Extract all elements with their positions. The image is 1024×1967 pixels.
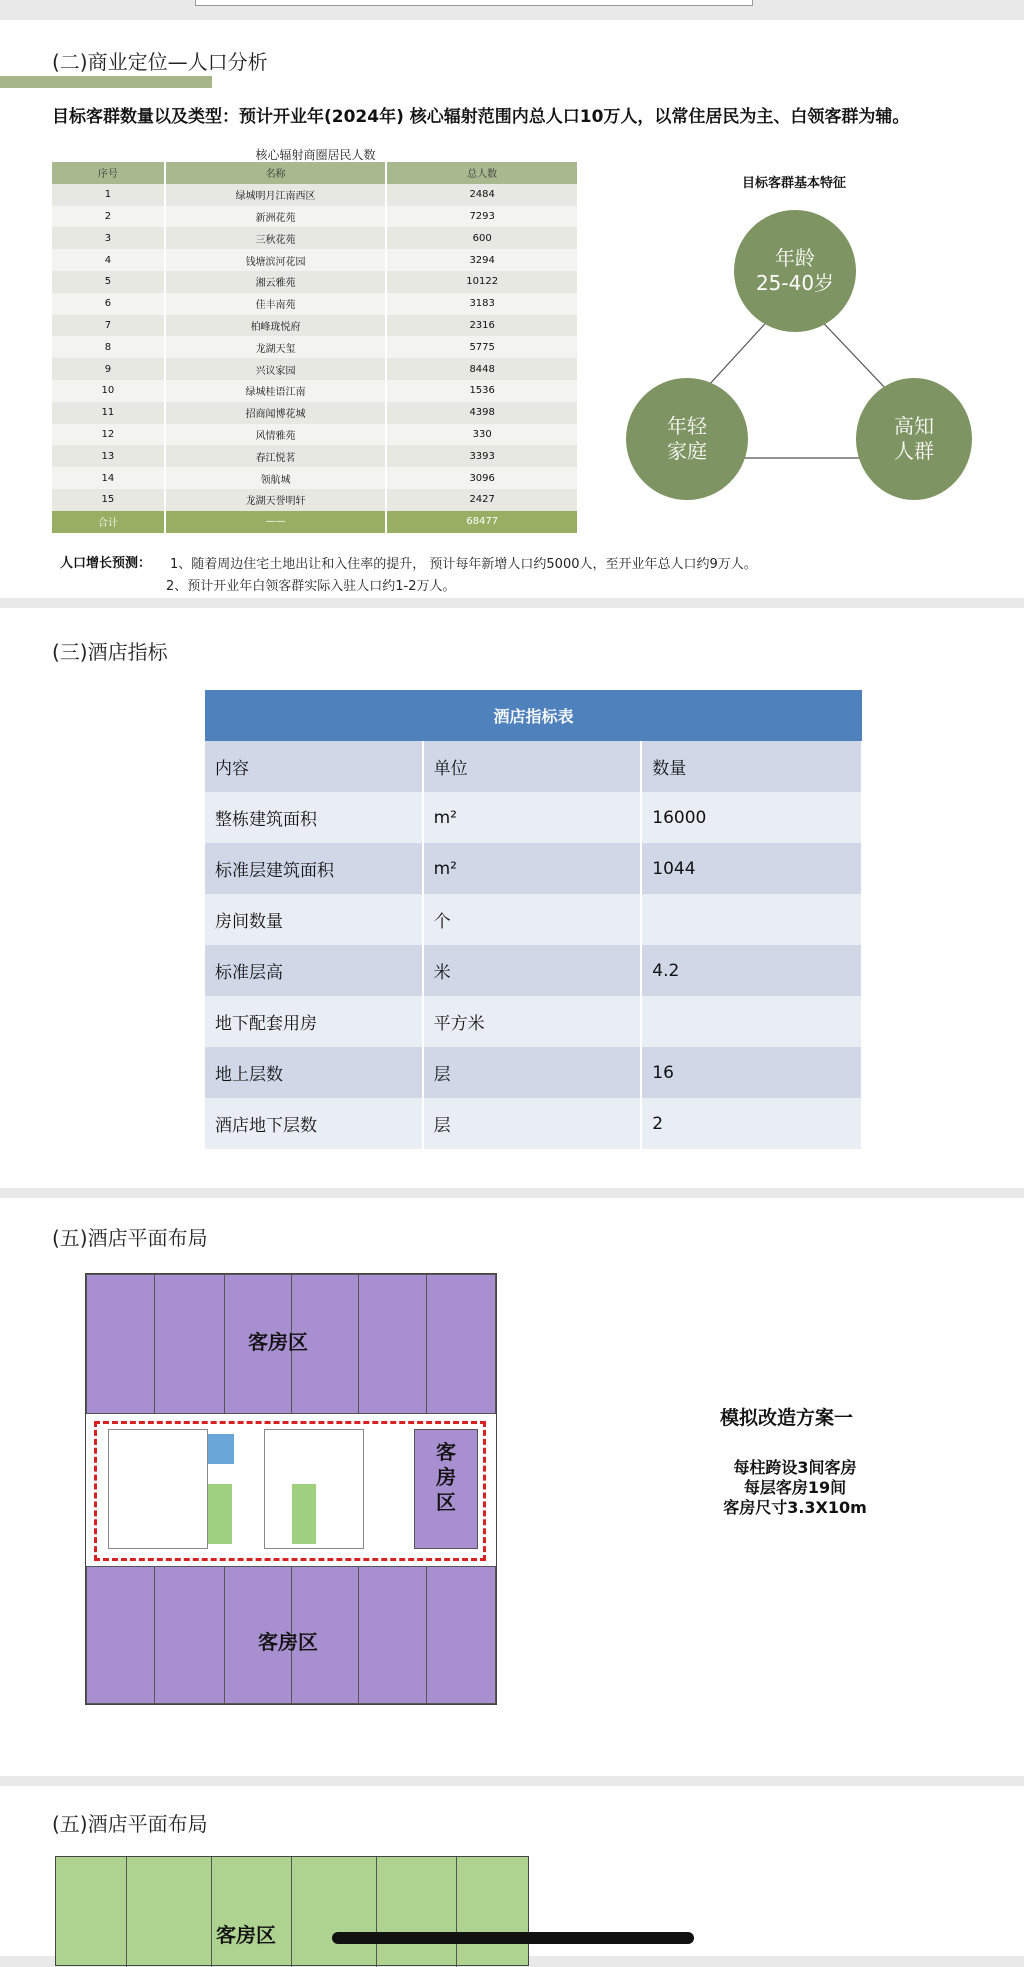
table-cell: 11 — [52, 402, 165, 424]
circle-text: 年龄 — [775, 246, 815, 270]
commercial-section — [0, 20, 1024, 598]
circle-text: 年轻 — [667, 414, 707, 438]
table-cell: m² — [423, 843, 642, 894]
table-cell: 米 — [423, 945, 642, 996]
table-cell: 佳丰南苑 — [165, 293, 387, 315]
table-cell: 2484 — [386, 184, 578, 206]
table-cell: 绿城明月江南西区 — [165, 184, 387, 206]
circle-text: 人群 — [894, 439, 934, 463]
table-cell: 13 — [52, 445, 165, 467]
table-cell: 新洲花苑 — [165, 206, 387, 228]
floor-plan-2 — [55, 1856, 529, 1966]
table-cell: 湘云雅苑 — [165, 271, 387, 293]
table-cell: 4 — [52, 249, 165, 271]
age-circle — [734, 210, 856, 332]
table-row — [52, 206, 578, 228]
table-row — [52, 424, 578, 446]
grid-line — [358, 1566, 359, 1704]
scheme-note: 每层客房19间 — [743, 1478, 847, 1497]
table-cell: 3393 — [386, 445, 578, 467]
header-cell: 内容 — [205, 741, 423, 792]
scheme-note: 客房尺寸3.3X10m — [723, 1498, 867, 1517]
grid-line — [456, 1857, 457, 1967]
grid-line — [126, 1857, 127, 1967]
table-cell: 7293 — [386, 206, 578, 228]
table-cell: 5775 — [386, 336, 578, 358]
table-cell: 钱塘滨河花园 — [165, 249, 387, 271]
floor-plan — [85, 1273, 497, 1705]
room-zone-label: 客房区 — [436, 1440, 456, 1514]
grid-line — [358, 1274, 359, 1414]
table-cell: 绿城桂语江南 — [165, 380, 387, 402]
table-row — [52, 184, 578, 206]
header-cell: 总人数 — [386, 162, 578, 184]
table-cell: 16 — [641, 1047, 862, 1098]
header-cell: 单位 — [423, 741, 642, 792]
header-cell: 名称 — [165, 162, 387, 184]
room-zone-label: 客房区 — [216, 1923, 276, 1947]
table-row — [205, 1047, 862, 1098]
table-row — [52, 445, 578, 467]
table-cell: 7 — [52, 315, 165, 337]
table-cell: 1044 — [641, 843, 862, 894]
table-row — [205, 1098, 862, 1149]
table-cell: 2 — [641, 1098, 862, 1149]
table-cell: 地上层数 — [205, 1047, 423, 1098]
circle-text: 25-40岁 — [755, 271, 835, 295]
table-cell: 15 — [52, 489, 165, 511]
table-cell: 三秋花苑 — [165, 227, 387, 249]
table-row — [205, 792, 862, 843]
circle-text: 高知 — [894, 414, 934, 438]
table-title: 酒店指标表 — [205, 690, 862, 741]
table-cell: 柏峰珑悦府 — [165, 315, 387, 337]
table-cell: 9 — [52, 358, 165, 380]
grid-line — [224, 1566, 225, 1704]
table-cell: 龙湖天誉明轩 — [165, 489, 387, 511]
section-title: (二)商业定位—人口分析 — [52, 50, 268, 74]
scheme-title: 模拟改造方案一 — [720, 1407, 854, 1429]
growth-label: 人口增长预测： — [60, 556, 152, 571]
intellectual-circle — [856, 378, 972, 500]
title-underline-bar — [0, 76, 212, 88]
table-cell: 合计 — [52, 511, 165, 533]
table-cell: 330 — [386, 424, 578, 446]
table-cell: 层 — [423, 1047, 642, 1098]
table-row — [205, 996, 862, 1047]
hotel-index-table — [205, 690, 863, 1149]
room-zone-label: 客房区 — [258, 1630, 318, 1654]
hotel-layout-section-2 — [0, 1786, 1024, 1956]
table-row — [52, 467, 578, 489]
table-cell: 2427 — [386, 489, 578, 511]
table-cell: 春江悦茗 — [165, 445, 387, 467]
table-cell: 整栋建筑面积 — [205, 792, 423, 843]
table-row — [205, 894, 862, 945]
table-cell: 3294 — [386, 249, 578, 271]
table-cell: m² — [423, 792, 642, 843]
service-room — [208, 1484, 232, 1544]
table-cell: 平方米 — [423, 996, 642, 1047]
table-cell: 酒店地下层数 — [205, 1098, 423, 1149]
table-row — [205, 945, 862, 996]
grid-line — [376, 1857, 377, 1967]
table-cell: 10 — [52, 380, 165, 402]
table-cell: 10122 — [386, 271, 578, 293]
top-strip — [0, 0, 1024, 14]
table-cell: 6 — [52, 293, 165, 315]
table-row — [52, 249, 578, 271]
table-row — [52, 293, 578, 315]
table-cell: 8 — [52, 336, 165, 358]
circle-text: 家庭 — [667, 439, 707, 463]
section-title: (三)酒店指标 — [52, 640, 168, 664]
table-cell: 兴议家园 — [165, 358, 387, 380]
table-cell: 招商闻博花城 — [165, 402, 387, 424]
table-cell: 3096 — [386, 467, 578, 489]
section-title: (五)酒店平面布局 — [52, 1226, 208, 1250]
table-cell: 12 — [52, 424, 165, 446]
table-row — [52, 358, 578, 380]
table-cell: 5 — [52, 271, 165, 293]
population-table-caption: 核心辐射商圈居民人数 — [255, 148, 376, 162]
population-table — [52, 162, 579, 533]
table-cell: 4398 — [386, 402, 578, 424]
table-cell: 层 — [423, 1098, 642, 1149]
table-cell: 1 — [52, 184, 165, 206]
table-row — [52, 271, 578, 293]
header-cell: 序号 — [52, 162, 165, 184]
table-cell: 14 — [52, 467, 165, 489]
table-row — [52, 336, 578, 358]
scheme-note: 每柱跨设3间客房 — [733, 1458, 857, 1477]
target-headline: 目标客群数量以及类型：预计开业年(2024年) 核心辐射范围内总人口10万人，以常住居民为主、白领客群为辅。 — [52, 107, 910, 127]
table-cell: 68477 — [386, 511, 578, 533]
table-cell: 600 — [386, 227, 578, 249]
table-cell: 地下配套用房 — [205, 996, 423, 1047]
table-cell: 标准层建筑面积 — [205, 843, 423, 894]
table-cell: 3183 — [386, 293, 578, 315]
total-row — [52, 511, 578, 533]
table-row — [52, 227, 578, 249]
table-cell: 3 — [52, 227, 165, 249]
grid-line — [426, 1274, 427, 1414]
table-row — [205, 843, 862, 894]
section-title: (五)酒店平面布局 — [52, 1812, 208, 1836]
hotel-index-section — [0, 608, 1024, 1188]
top-box — [195, 0, 753, 6]
table-cell: 标准层高 — [205, 945, 423, 996]
table-cell: 2 — [52, 206, 165, 228]
table-cell — [641, 894, 862, 945]
table-cell: 8448 — [386, 358, 578, 380]
header-cell: 数量 — [641, 741, 862, 792]
table-cell: 房间数量 — [205, 894, 423, 945]
grid-line — [154, 1566, 155, 1704]
growth-line: 1、随着周边住宅土地出让和入住率的提升， 预计每年新增人口约5000人，至开业年总人口约9万人。 — [170, 557, 757, 572]
table-row — [52, 315, 578, 337]
grid-line — [426, 1566, 427, 1704]
home-indicator[interactable] — [332, 1932, 694, 1944]
stair-core — [108, 1429, 208, 1549]
table-cell: 个 — [423, 894, 642, 945]
feature-title: 目标客群基本特征 — [742, 176, 847, 191]
table-header-row — [205, 741, 862, 792]
growth-line: 2、预计开业年白领客群实际入驻人口约1-2万人。 — [166, 579, 456, 594]
room-zone-label: 客房区 — [248, 1330, 308, 1354]
table-cell — [641, 996, 862, 1047]
hotel-layout-section — [0, 1198, 1024, 1776]
table-cell: 领航城 — [165, 467, 387, 489]
grid-line — [211, 1857, 212, 1967]
table-cell: 龙湖天玺 — [165, 336, 387, 358]
family-circle — [626, 378, 748, 500]
service-room — [208, 1434, 234, 1464]
table-cell: —— — [165, 511, 387, 533]
table-cell: 4.2 — [641, 945, 862, 996]
table-cell: 16000 — [641, 792, 862, 843]
grid-line — [154, 1274, 155, 1414]
table-cell: 1536 — [386, 380, 578, 402]
table-cell: 2316 — [386, 315, 578, 337]
table-row — [52, 402, 578, 424]
grid-line — [291, 1857, 292, 1967]
table-row — [52, 489, 578, 511]
table-cell: 风情雅苑 — [165, 424, 387, 446]
table-row — [52, 380, 578, 402]
service-room — [292, 1484, 316, 1544]
grid-line — [224, 1274, 225, 1414]
